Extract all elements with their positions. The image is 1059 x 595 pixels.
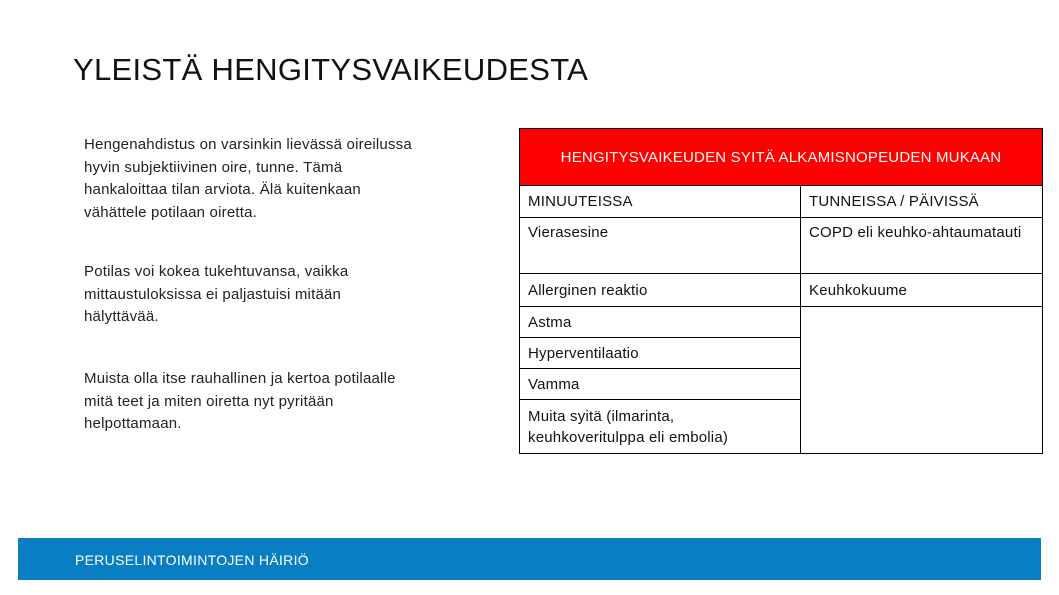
column-header-hours-days: TUNNEISSA / PÄIVISSÄ	[801, 186, 1043, 218]
table-cell: Astma	[520, 307, 801, 338]
table-cell: Vierasesine	[520, 218, 801, 274]
table-cell: COPD eli keuhko-ahtaumatauti	[801, 218, 1043, 274]
table-column-headers	[520, 186, 1043, 218]
table-cell: Keuhkokuume	[801, 274, 1043, 307]
table-cell: Allerginen reaktio	[520, 274, 801, 307]
table-row	[520, 274, 1043, 307]
footer-text: PERUSELINTOIMINTOJEN HÄIRIÖ	[75, 552, 309, 568]
table-header: HENGITYSVAIKEUDEN SYITÄ ALKAMISNOPEUDEN MUKAAN	[520, 129, 1043, 186]
table-cell: Vamma	[520, 369, 801, 400]
table-cell: Hyperventilaatio	[520, 338, 801, 369]
table-cell-empty	[801, 307, 1043, 454]
slide-title: YLEISTÄ HENGITYSVAIKEUDESTA	[73, 52, 589, 87]
footer-bar	[18, 538, 1041, 580]
paragraph-subjective-symptom: Hengenahdistus on varsinkin lievässä oireilussa hyvin subjektiivinen oire, tunne. Tämä hankaloittaa tilan arviota. Älä kuitenkaan vähättele potilaan oiretta.	[84, 136, 412, 221]
table-header-row	[520, 129, 1043, 186]
paragraph-stay-calm: Muista olla itse rauhallinen ja kertoa potilaalle mitä teet ja miten oiretta nyt pyritään helpottamaan.	[84, 370, 396, 432]
table-row	[520, 307, 1043, 338]
paragraph-suffocation-feeling: Potilas voi kokea tukehtuvansa, vaikka mittaustuloksissa ei paljastuisi mitään hälyttävää.	[84, 263, 349, 325]
table-cell: Muita syitä (ilmarinta, keuhkoveritulppa eli embolia)	[520, 400, 801, 454]
causes-table	[519, 128, 1043, 454]
column-header-minutes: MINUUTEISSA	[520, 186, 801, 218]
table-row	[520, 218, 1043, 274]
